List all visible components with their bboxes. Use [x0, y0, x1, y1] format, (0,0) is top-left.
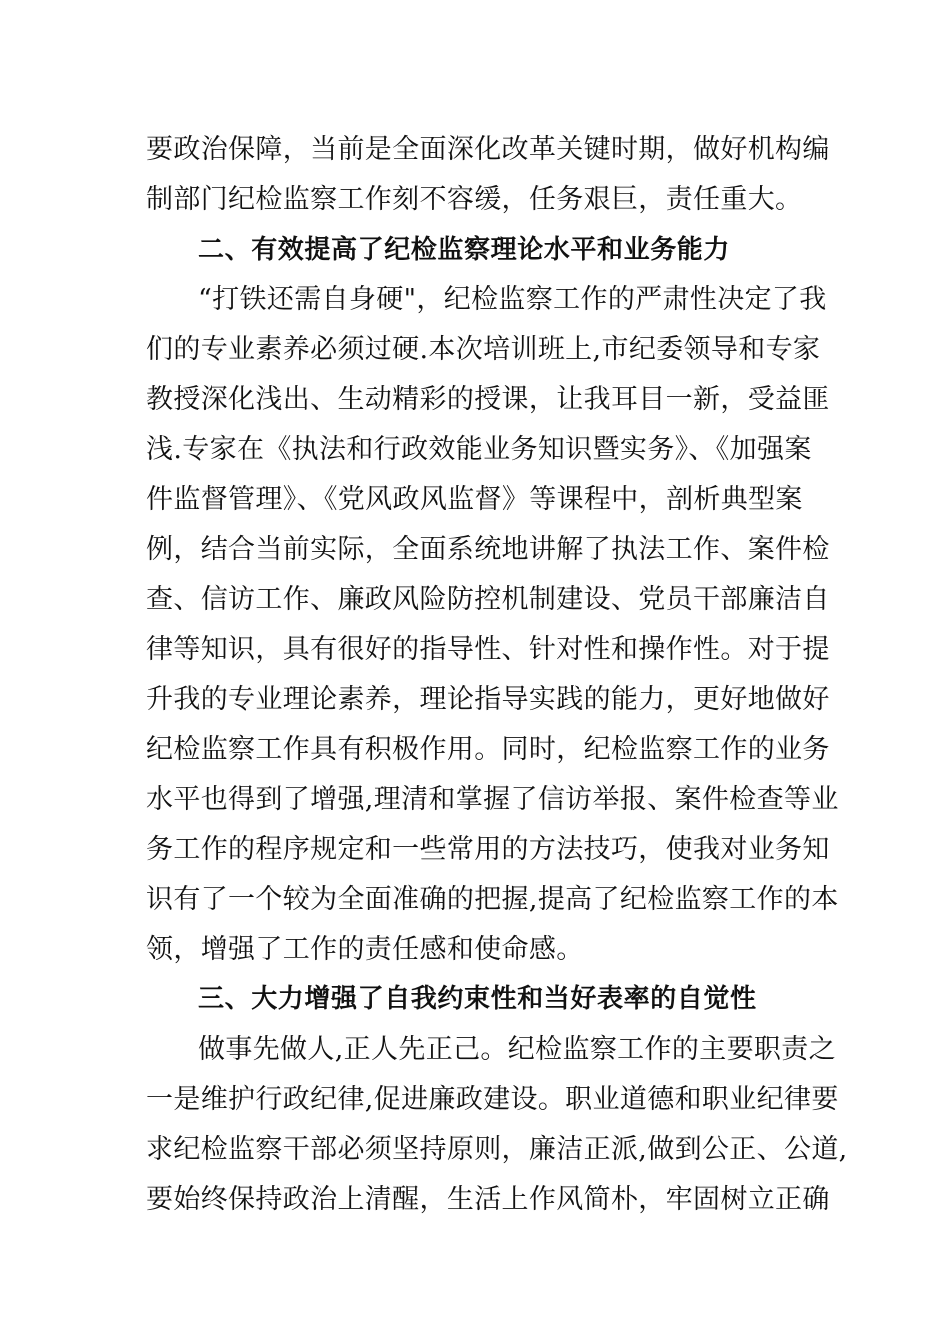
paragraph-line: 查、信访工作、廉政风险防控机制建设、党员干部廉洁自 [146, 584, 830, 615]
section-heading-2: 二、有效提高了纪检监察理论水平和业务能力 [198, 235, 731, 265]
paragraph-line: 务工作的程序规定和一些常用的方法技巧，使我对业务知 [146, 834, 830, 865]
paragraph-line: 纪检监察工作具有积极作用。同时，纪检监察工作的业务 [146, 734, 830, 765]
paragraph-line: 例，结合当前实际，全面系统地讲解了执法工作、案件检 [146, 534, 830, 565]
paragraph-line: 件监督管理》、《党风政风监督》等课程中，剖析典型案 [146, 484, 803, 515]
paragraph-line: 教授深化浅出、生动精彩的授课，让我耳目一新，受益匪 [146, 384, 830, 415]
paragraph-line: 律等知识，具有很好的指导性、针对性和操作性。对于提 [146, 634, 830, 665]
section-heading-3: 三、大力增强了自我约束性和当好表率的自觉性 [198, 984, 757, 1014]
paragraph-line: 们的专业素养必须过硬.本次培训班上,市纪委领导和专家 [146, 334, 821, 365]
paragraph-line: 要政治保障，当前是全面深化改革关键时期，做好机构编 [146, 134, 830, 165]
paragraph-line: 求纪检监察干部必须坚持原则，廉洁正派,做到公正、公道, [146, 1134, 848, 1165]
paragraph-line: 升我的专业理论素养，理论指导实践的能力，更好地做好 [146, 684, 830, 715]
paragraph-line: 识有了一个较为全面准确的把握,提高了纪检监察工作的本 [146, 884, 839, 915]
paragraph-line: 一是维护行政纪律,促进廉政建设。职业道德和职业纪律要 [146, 1084, 839, 1115]
paragraph-line: 做事先做人,正人先正己。纪检监察工作的主要职责之 [198, 1034, 836, 1065]
paragraph-line: “打铁还需自身硬"，纪检监察工作的严肃性决定了我 [198, 284, 827, 315]
paragraph-line: 水平也得到了增强,理清和掌握了信访举报、案件检查等业 [146, 784, 839, 815]
paragraph-line: 浅.专家在《执法和行政效能业务知识暨实务》、《加强案 [146, 434, 812, 465]
paragraph-line: 领，增强了工作的责任感和使命感。 [146, 934, 584, 965]
paragraph-line: 要始终保持政治上清醒，生活上作风简朴，牢固树立正确 [146, 1184, 830, 1215]
paragraph-line: 制部门纪检监察工作刻不容缓，任务艰巨，责任重大。 [146, 184, 803, 215]
